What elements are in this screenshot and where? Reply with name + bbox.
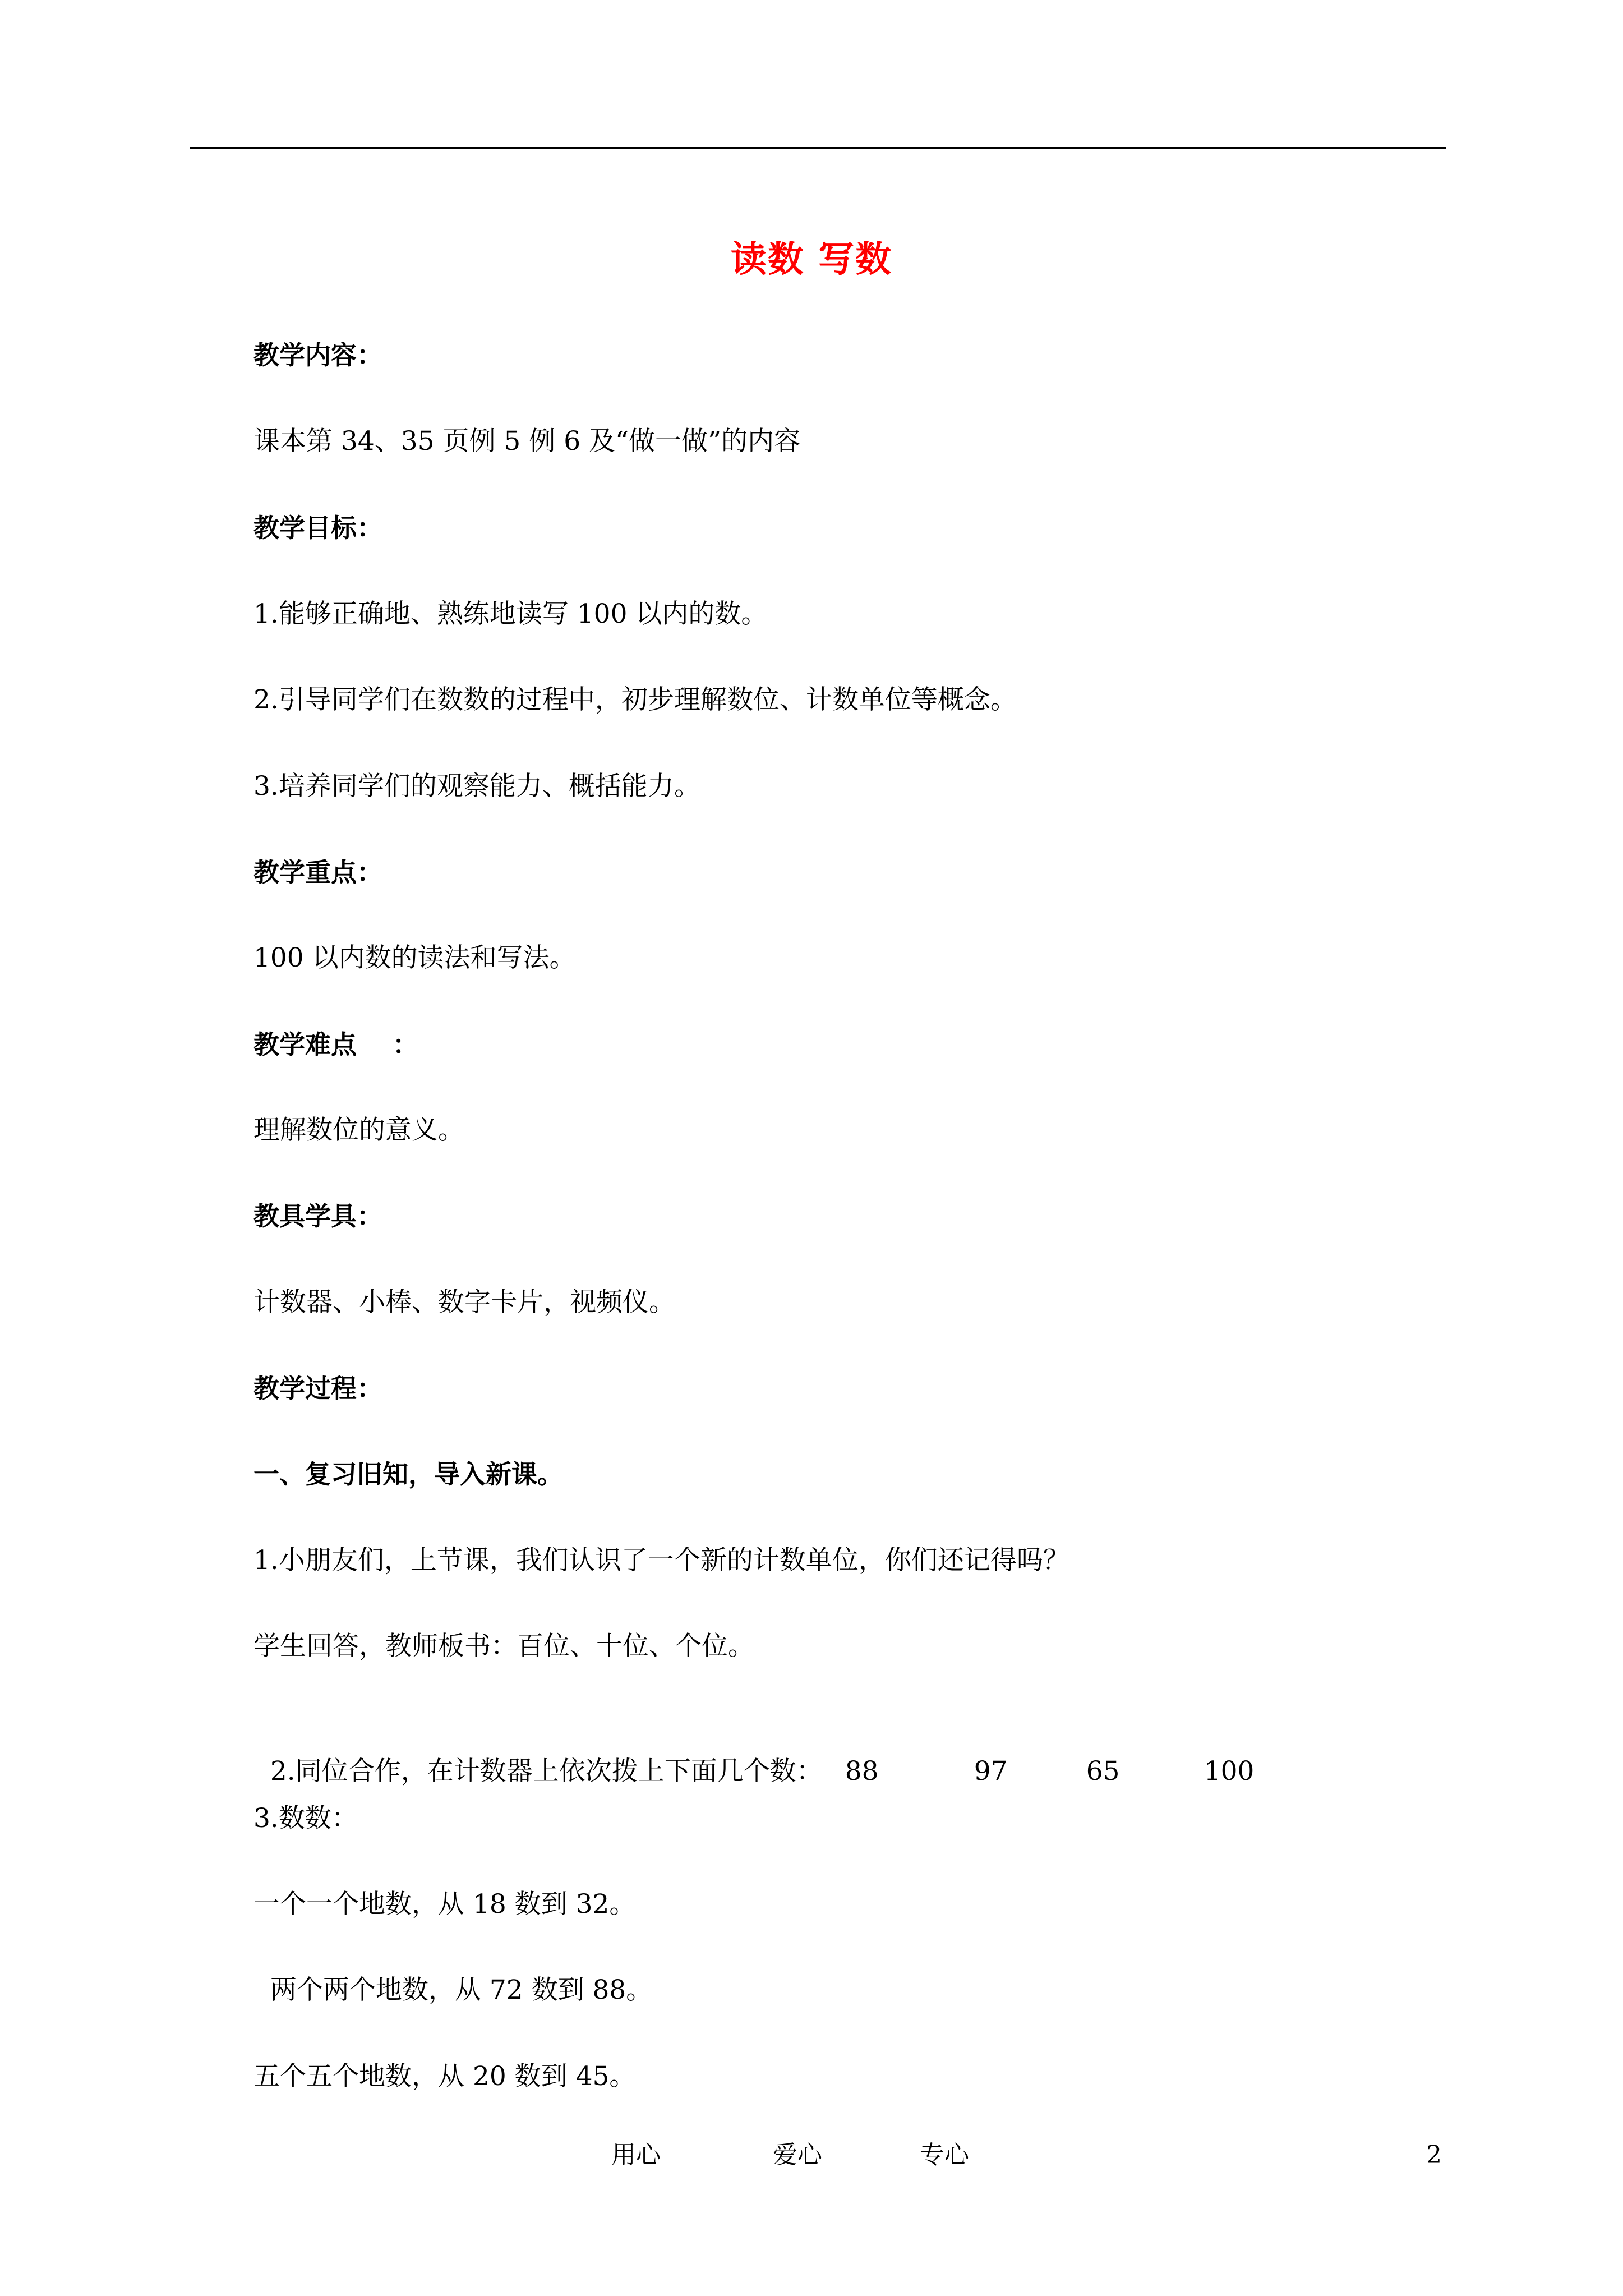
process-heading: 教学过程：: [253, 1373, 382, 1404]
section-1-heading: 一、复习旧知，导入新课。: [253, 1459, 563, 1489]
goal-3: 3.培养同学们的观察能力、概括能力。: [253, 771, 700, 802]
number-65: 65: [1086, 1756, 1120, 1787]
step-2-text: 2.同位合作，在计数器上依次拨上下面几个数：: [270, 1756, 823, 1787]
content-text: 课本第 34、35 页例 5 例 6 及“做一做”的内容: [253, 426, 801, 457]
goals-heading: 教学目标：: [253, 513, 382, 543]
number-88: 88: [845, 1756, 879, 1787]
step-1: 1.小朋友们，上节课，我们认识了一个新的计数单位，你们还记得吗？: [253, 1545, 1069, 1576]
tools-heading: 教具学具：: [253, 1201, 382, 1231]
focus-text: 100 以内数的读法和写法。: [253, 942, 576, 973]
footer-word-yongxin: 用心: [611, 2141, 661, 2169]
goal-2: 2.引导同学们在数数的过程中，初步理解数位、计数单位等概念。: [253, 684, 1017, 715]
footer-word-zhuanxin: 专心: [920, 2141, 969, 2169]
count-line-1: 一个一个地数，从 18 数到 32。: [253, 1889, 636, 1920]
number-100: 100: [1204, 1756, 1255, 1787]
page-number: 2: [1426, 2141, 1442, 2169]
content-heading: 教学内容：: [253, 340, 382, 370]
count-line-3: 五个五个地数，从 20 数到 45。: [253, 2061, 636, 2092]
step-3: 3.数数：: [253, 1803, 358, 1834]
difficulty-text: 理解数位的意义。: [253, 1115, 464, 1145]
footer-word-aixin: 爱心: [773, 2141, 822, 2169]
count-line-2: 两个两个地数，从 72 数到 88。: [253, 1975, 653, 2005]
number-97: 97: [974, 1756, 1008, 1787]
difficulty-heading: 教学难点 ：: [253, 1029, 419, 1060]
document-title: 读数 写数: [730, 239, 893, 280]
step-2: [253, 1713, 1254, 1791]
step-1-answer: 学生回答，教师板书：百位、十位、个位。: [253, 1631, 754, 1662]
tools-text: 计数器、小棒、数字卡片，视频仪。: [253, 1287, 675, 1318]
header-rule: [190, 147, 1446, 149]
goal-1: 1.能够正确地、熟练地读写 100 以内的数。: [253, 599, 768, 629]
focus-heading: 教学重点：: [253, 857, 382, 887]
